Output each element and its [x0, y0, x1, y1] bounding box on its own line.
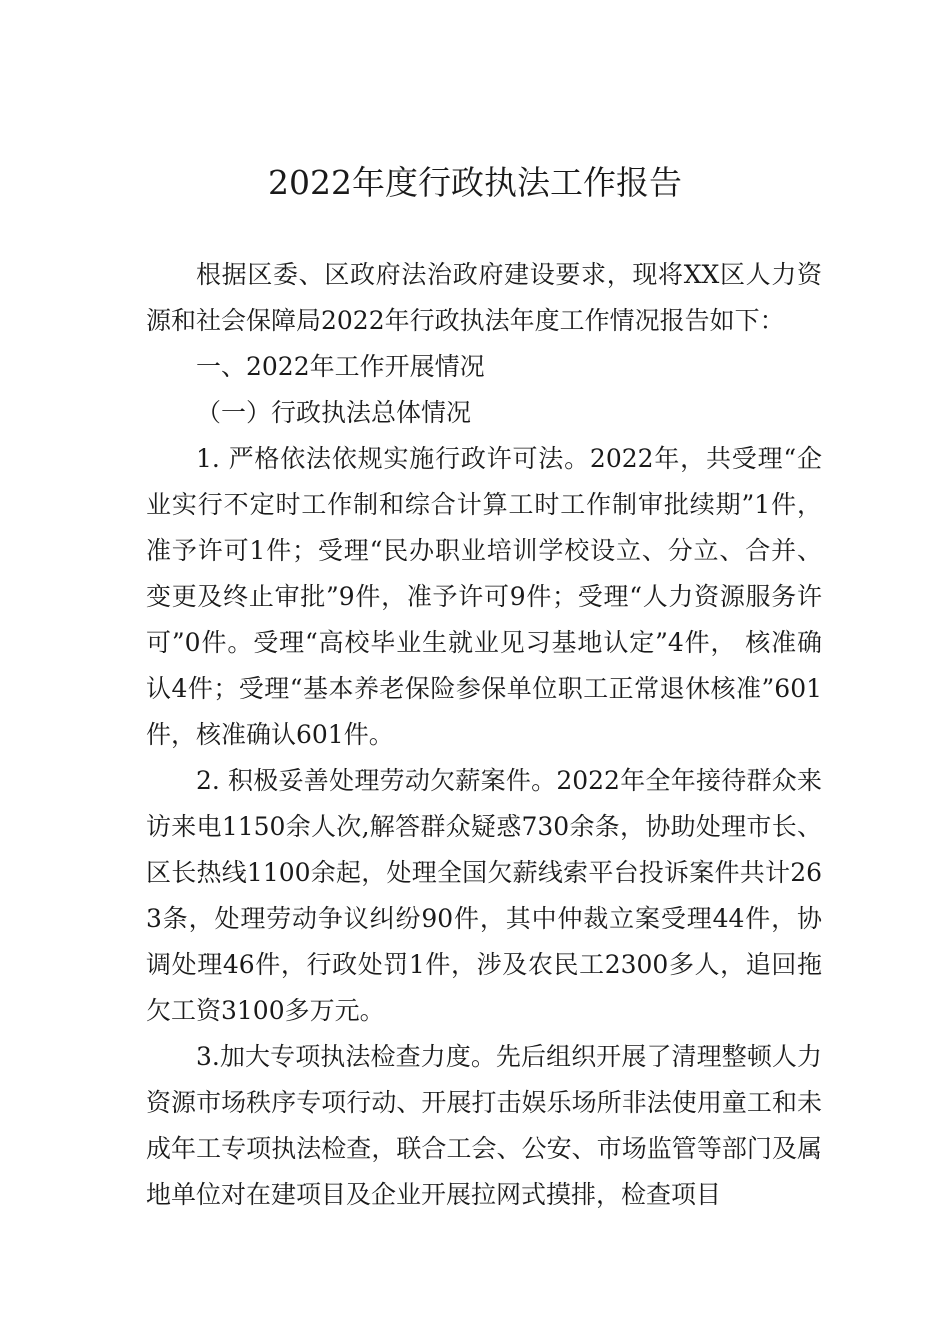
paragraph-item-2: 2. 积极妥善处理劳动欠薪案件。2022年全年接待群众来访来电1150余人次,解答群众疑惑730余条，协助处理市长、区长热线1100余起，处理全国欠薪线索平台投诉案件共计263条，处理劳动争议纠纷90件，其中仲裁立案受理44件，协调处理46件，行政处罚1件，涉及农民工2300多人，追回拖欠工资3100多万元。: [146, 766, 822, 1025]
document-body: [146, 252, 822, 1218]
section-heading: 一、2022年工作开展情况: [196, 352, 485, 381]
intro-paragraph: 根据区委、区政府法治政府建设要求，现将XX区人力资源和社会保障局2022年行政执法年度工作情况报告如下：: [146, 260, 822, 335]
subsection-heading: （一）行政执法总体情况: [196, 398, 472, 427]
document-title: 2022年度行政执法工作报告: [268, 163, 682, 202]
paragraph-item-3: 3.加大专项执法检查力度。先后组织开展了清理整顿人力资源市场秩序专项行动、开展打击娱乐场所非法使用童工和未成年工专项执法检查，联合工会、公安、市场监管等部门及属地单位对在建项目及企业开展拉网式摸排，检查项目: [146, 1042, 822, 1209]
paragraph-item-1: 1. 严格依法依规实施行政许可法。2022年，共受理“企业实行不定时工作制和综合计算工时工作制审批续期”1件， 准予许可1件；受理“民办职业培训学校设立、分立、合并、变更及终止审批”9件，准予许可9件；受理“人力资源服务许可”0件。受理“高校毕业生就业见习基地认定”4件， 核准确认4件；受理“基本养老保险参保单位职工正常退休核准”601件，核准确认601件。: [146, 444, 822, 749]
